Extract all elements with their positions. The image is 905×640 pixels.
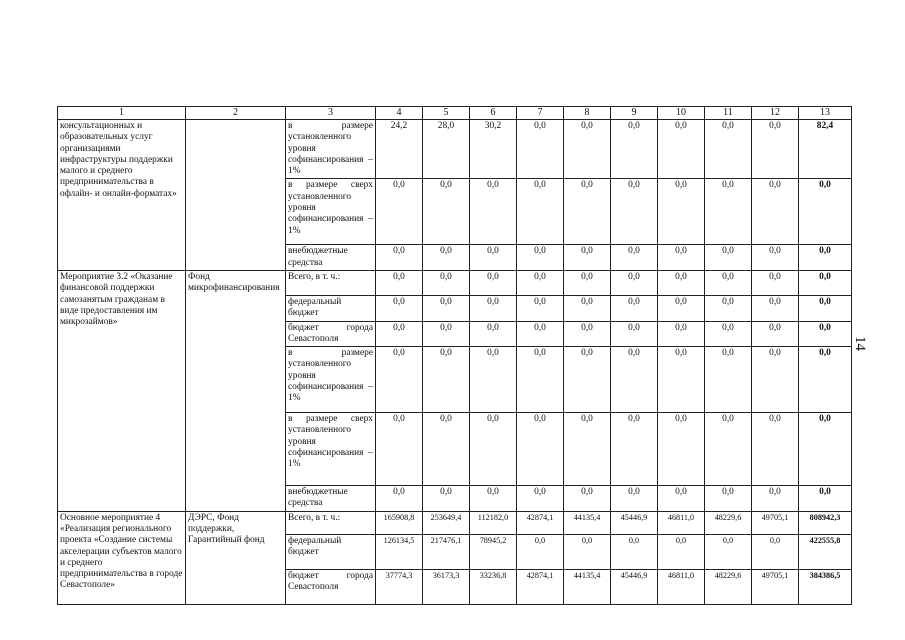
value-cell: 126134,5 bbox=[376, 534, 423, 569]
page-number: 14 bbox=[852, 336, 868, 351]
total-value-cell: 808942,3 bbox=[799, 511, 852, 534]
value-cell: 0,0 bbox=[752, 347, 799, 413]
value-cell: 0,0 bbox=[658, 179, 705, 245]
value-cell: 217476,1 bbox=[423, 534, 470, 569]
value-cell: 0,0 bbox=[376, 413, 423, 486]
value-cell: 0,0 bbox=[611, 534, 658, 569]
column-header: 3 bbox=[286, 107, 376, 120]
value-cell: 0,0 bbox=[564, 534, 611, 569]
value-cell: 0,0 bbox=[564, 270, 611, 295]
value-cell: 112182,0 bbox=[470, 511, 517, 534]
value-cell: 0,0 bbox=[376, 347, 423, 413]
column-header: 5 bbox=[423, 107, 470, 120]
column-header: 11 bbox=[705, 107, 752, 120]
value-cell: 0,0 bbox=[611, 486, 658, 512]
value-cell: 0,0 bbox=[752, 270, 799, 295]
value-cell: 0,0 bbox=[752, 179, 799, 245]
value-cell: 28,0 bbox=[423, 120, 470, 179]
value-cell: 0,0 bbox=[517, 179, 564, 245]
value-cell: 0,0 bbox=[423, 413, 470, 486]
executor-cell: ДЭРС, Фонд поддержки, Гарантийный фонд bbox=[186, 511, 286, 604]
value-cell: 37774,3 bbox=[376, 569, 423, 604]
value-cell: 0,0 bbox=[752, 413, 799, 486]
funding-source-cell: в размере сверх установленного уровня софинансирования – 1% bbox=[286, 413, 376, 486]
value-cell: 0,0 bbox=[517, 245, 564, 271]
funding-source-cell: федеральный бюджет bbox=[286, 295, 376, 321]
value-cell: 48229,6 bbox=[705, 511, 752, 534]
value-cell: 0,0 bbox=[658, 413, 705, 486]
value-cell: 0,0 bbox=[564, 295, 611, 321]
value-cell: 0,0 bbox=[376, 486, 423, 512]
value-cell: 0,0 bbox=[752, 486, 799, 512]
value-cell: 0,0 bbox=[423, 270, 470, 295]
measure-name-cell: консультационных и образовательных услуг организациями инфраструктуры поддержки малого и среднего предпринимательства в офлайн- и онлайн-форматах» bbox=[58, 120, 186, 271]
total-value-cell: 0,0 bbox=[799, 179, 852, 245]
value-cell: 0,0 bbox=[611, 270, 658, 295]
value-cell: 45446,9 bbox=[611, 569, 658, 604]
table-row bbox=[58, 511, 852, 534]
value-cell: 0,0 bbox=[376, 179, 423, 245]
total-value-cell: 0,0 bbox=[799, 413, 852, 486]
value-cell: 0,0 bbox=[423, 295, 470, 321]
value-cell: 78945,2 bbox=[470, 534, 517, 569]
value-cell: 0,0 bbox=[658, 120, 705, 179]
value-cell: 0,0 bbox=[611, 321, 658, 347]
total-value-cell: 384386,5 bbox=[799, 569, 852, 604]
column-header: 6 bbox=[470, 107, 517, 120]
total-value-cell: 0,0 bbox=[799, 486, 852, 512]
value-cell: 45446,9 bbox=[611, 511, 658, 534]
value-cell: 0,0 bbox=[658, 245, 705, 271]
value-cell: 0,0 bbox=[470, 245, 517, 271]
value-cell: 0,0 bbox=[752, 120, 799, 179]
value-cell: 0,0 bbox=[705, 486, 752, 512]
value-cell: 49705,1 bbox=[752, 569, 799, 604]
value-cell: 44135,4 bbox=[564, 569, 611, 604]
value-cell: 0,0 bbox=[705, 321, 752, 347]
column-header: 4 bbox=[376, 107, 423, 120]
value-cell: 0,0 bbox=[705, 120, 752, 179]
value-cell: 253649,4 bbox=[423, 511, 470, 534]
value-cell: 46811,0 bbox=[658, 511, 705, 534]
value-cell: 0,0 bbox=[517, 295, 564, 321]
value-cell: 0,0 bbox=[752, 245, 799, 271]
value-cell: 0,0 bbox=[470, 179, 517, 245]
value-cell: 0,0 bbox=[376, 321, 423, 347]
value-cell: 0,0 bbox=[705, 534, 752, 569]
column-header: 10 bbox=[658, 107, 705, 120]
column-header: 8 bbox=[564, 107, 611, 120]
value-cell: 0,0 bbox=[470, 347, 517, 413]
value-cell: 0,0 bbox=[705, 413, 752, 486]
value-cell: 42874,1 bbox=[517, 511, 564, 534]
total-value-cell: 82,4 bbox=[799, 120, 852, 179]
value-cell: 0,0 bbox=[517, 321, 564, 347]
measure-name-cell: Мероприятие 3.2 «Оказание финансовой поддержки самозанятым гражданам в виде предоставления им микрозаймов» bbox=[58, 270, 186, 511]
value-cell: 36173,3 bbox=[423, 569, 470, 604]
value-cell: 0,0 bbox=[564, 245, 611, 271]
value-cell: 0,0 bbox=[517, 270, 564, 295]
value-cell: 0,0 bbox=[470, 321, 517, 347]
value-cell: 48229,6 bbox=[705, 569, 752, 604]
value-cell: 0,0 bbox=[470, 270, 517, 295]
value-cell: 0,0 bbox=[423, 321, 470, 347]
value-cell: 0,0 bbox=[517, 120, 564, 179]
value-cell: 0,0 bbox=[376, 295, 423, 321]
value-cell: 0,0 bbox=[611, 179, 658, 245]
value-cell: 0,0 bbox=[376, 245, 423, 271]
value-cell: 0,0 bbox=[611, 413, 658, 486]
total-value-cell: 0,0 bbox=[799, 245, 852, 271]
total-value-cell: 0,0 bbox=[799, 295, 852, 321]
value-cell: 0,0 bbox=[705, 179, 752, 245]
value-cell: 0,0 bbox=[517, 347, 564, 413]
value-cell: 0,0 bbox=[752, 534, 799, 569]
value-cell: 0,0 bbox=[517, 486, 564, 512]
value-cell: 0,0 bbox=[752, 295, 799, 321]
funding-source-cell: бюджет города Севастополя bbox=[286, 321, 376, 347]
value-cell: 0,0 bbox=[611, 347, 658, 413]
funding-source-cell: Всего, в т. ч.: bbox=[286, 270, 376, 295]
column-header: 13 bbox=[799, 107, 852, 120]
funding-source-cell: в размере сверх установленного уровня софинансирования – 1% bbox=[286, 179, 376, 245]
measure-name-cell: Основное мероприятие 4 «Реализация регионального проекта «Создание системы акселерации субъектов малого и среднего предпринимательства в городе Севастополе» bbox=[58, 511, 186, 604]
value-cell: 0,0 bbox=[611, 245, 658, 271]
value-cell: 0,0 bbox=[564, 120, 611, 179]
value-cell: 0,0 bbox=[470, 413, 517, 486]
value-cell: 0,0 bbox=[658, 295, 705, 321]
executor-cell: Фонд микрофинансирования bbox=[186, 270, 286, 511]
value-cell: 0,0 bbox=[705, 295, 752, 321]
total-value-cell: 422555,8 bbox=[799, 534, 852, 569]
value-cell: 0,0 bbox=[658, 321, 705, 347]
value-cell: 24,2 bbox=[376, 120, 423, 179]
value-cell: 0,0 bbox=[611, 120, 658, 179]
value-cell: 0,0 bbox=[705, 270, 752, 295]
funding-source-cell: внебюджетные средства bbox=[286, 245, 376, 271]
value-cell: 0,0 bbox=[423, 486, 470, 512]
value-cell: 0,0 bbox=[705, 347, 752, 413]
value-cell: 0,0 bbox=[376, 270, 423, 295]
funding-source-cell: в размере установленного уровня софинансирования – 1% bbox=[286, 347, 376, 413]
value-cell: 0,0 bbox=[564, 347, 611, 413]
value-cell: 0,0 bbox=[470, 295, 517, 321]
table-row bbox=[58, 270, 852, 295]
funding-source-cell: федеральный бюджет bbox=[286, 534, 376, 569]
funding-source-cell: в размере установленного уровня софинансирования – 1% bbox=[286, 120, 376, 179]
total-value-cell: 0,0 bbox=[799, 270, 852, 295]
column-header: 7 bbox=[517, 107, 564, 120]
funding-source-cell: бюджет города Севастополя bbox=[286, 569, 376, 604]
value-cell: 165908,8 bbox=[376, 511, 423, 534]
total-value-cell: 0,0 bbox=[799, 347, 852, 413]
value-cell: 0,0 bbox=[517, 413, 564, 486]
value-cell: 0,0 bbox=[752, 321, 799, 347]
value-cell: 0,0 bbox=[470, 486, 517, 512]
value-cell: 30,2 bbox=[470, 120, 517, 179]
value-cell: 0,0 bbox=[564, 486, 611, 512]
value-cell: 0,0 bbox=[705, 245, 752, 271]
budget-table bbox=[57, 106, 852, 605]
value-cell: 0,0 bbox=[423, 179, 470, 245]
value-cell: 33236,8 bbox=[470, 569, 517, 604]
value-cell: 0,0 bbox=[564, 413, 611, 486]
value-cell: 44135,4 bbox=[564, 511, 611, 534]
value-cell: 42874,1 bbox=[517, 569, 564, 604]
value-cell: 46811,0 bbox=[658, 569, 705, 604]
value-cell: 0,0 bbox=[658, 270, 705, 295]
column-header: 2 bbox=[186, 107, 286, 120]
funding-source-cell: Всего, в т. ч.: bbox=[286, 511, 376, 534]
value-cell: 0,0 bbox=[423, 245, 470, 271]
column-header: 9 bbox=[611, 107, 658, 120]
total-value-cell: 0,0 bbox=[799, 321, 852, 347]
value-cell: 0,0 bbox=[658, 486, 705, 512]
funding-source-cell: внебюджетные средства bbox=[286, 486, 376, 512]
value-cell: 0,0 bbox=[658, 534, 705, 569]
column-header: 12 bbox=[752, 107, 799, 120]
value-cell: 0,0 bbox=[564, 179, 611, 245]
table-body bbox=[58, 120, 852, 605]
value-cell: 49705,1 bbox=[752, 511, 799, 534]
executor-cell bbox=[186, 120, 286, 271]
value-cell: 0,0 bbox=[611, 295, 658, 321]
value-cell: 0,0 bbox=[658, 347, 705, 413]
value-cell: 0,0 bbox=[423, 347, 470, 413]
table-row bbox=[58, 120, 852, 179]
header-row bbox=[58, 107, 852, 120]
column-header: 1 bbox=[58, 107, 186, 120]
value-cell: 0,0 bbox=[517, 534, 564, 569]
value-cell: 0,0 bbox=[564, 321, 611, 347]
